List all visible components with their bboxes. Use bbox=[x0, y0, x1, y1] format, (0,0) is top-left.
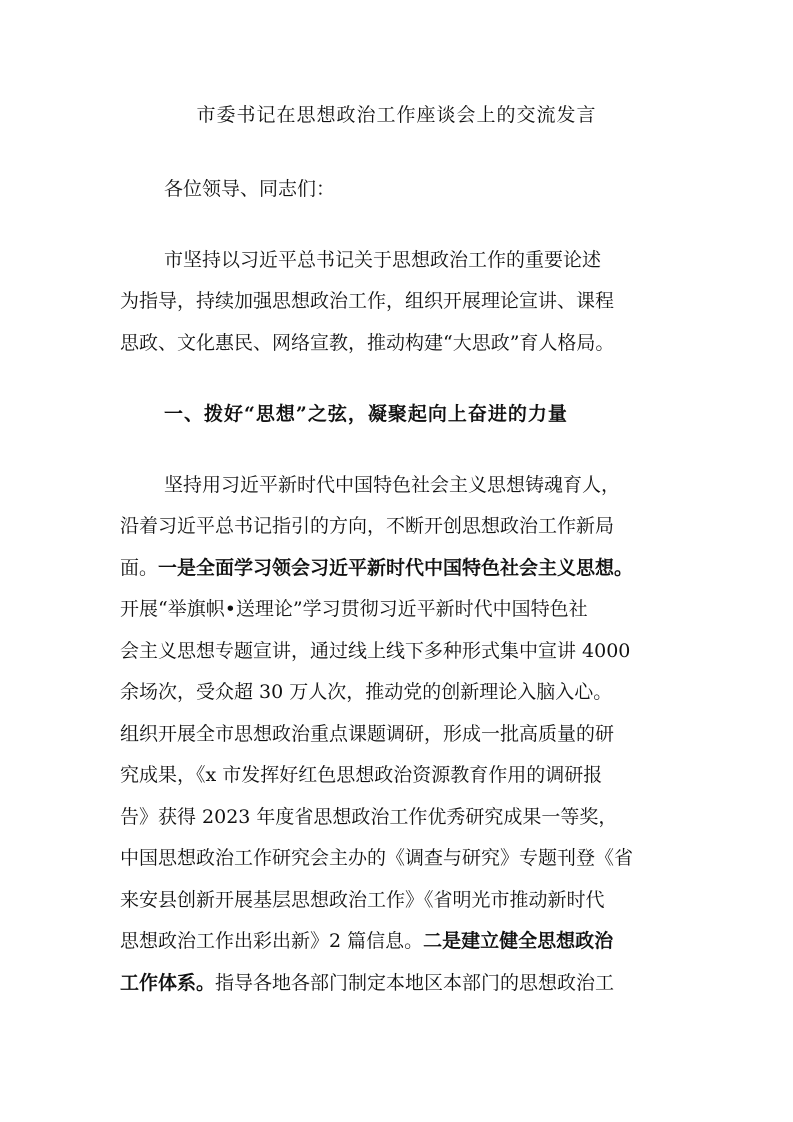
paragraph-text: 指导各地各部门制定本地区本部门的思想政治工 bbox=[215, 972, 615, 994]
emphasis-text: 二是建立健全思想政治 bbox=[423, 930, 614, 952]
intro-line-2: 为指导，持续加强思想政治工作，组织开展理论宣讲、课程 bbox=[120, 290, 615, 312]
paragraph-text: 思想政治工作出彩出新》2 篇信息。 bbox=[120, 930, 424, 952]
paragraph-line bbox=[120, 968, 614, 998]
emphasis-text: 工作体系。 bbox=[120, 972, 216, 994]
paragraph-line: 开展“举旗帜•送理论”学习贯彻习近平新时代中国特色社 bbox=[120, 598, 588, 620]
paragraph-line: 组织开展全市思想政治重点课题调研，形成一批高质量的研 bbox=[120, 723, 615, 745]
paragraph-line: 来安县创新开展基层思想政治工作》《省明光市推动新时代 bbox=[120, 889, 605, 911]
emphasis-text: 一是全面学习领会习近平新时代中国特色社会主义思想。 bbox=[158, 557, 634, 579]
paragraph-line: 坚持用习近平新时代中国特色社会主义思想铸魂育人， bbox=[164, 474, 621, 496]
document-title: 市委书记在思想政治工作座谈会上的交流发言 bbox=[196, 104, 597, 126]
paragraph-line: 中国思想政治工作研究会主办的《调查与研究》专题刊登《省 bbox=[120, 847, 634, 869]
paragraph-line: 余场次，受众超 30 万人次，推动党的创新理论入脑入心。 bbox=[120, 681, 613, 703]
paragraph-line: 沿着习近平总书记指引的方向，不断开创思想政治工作新局 bbox=[120, 515, 615, 537]
paragraph-line: 会主义思想专题宣讲，通过线上线下多种形式集中宣讲 4000 bbox=[120, 640, 631, 662]
intro-line-1: 市坚持以习近平总书记关于思想政治工作的重要论述 bbox=[164, 249, 602, 271]
salutation bbox=[120, 174, 335, 204]
paragraph-line bbox=[120, 926, 613, 956]
intro-line-3: 思政、文化惠民、网络宣教，推动构建“大思政”育人格局。 bbox=[120, 332, 615, 354]
paragraph-text: 面。 bbox=[120, 557, 159, 579]
section-heading: 一、拨好“思想”之弦，凝聚起向上奋进的力量 bbox=[164, 403, 568, 425]
paragraph-line: 告》获得 2023 年度省思想政治工作优秀研究成果一等奖， bbox=[120, 806, 618, 828]
salutation-text: 各位领导、同志们： bbox=[164, 178, 336, 200]
paragraph-line: 究成果，《x 市发挥好红色思想政治资源教育作用的调研报 bbox=[120, 764, 603, 786]
paragraph-line bbox=[120, 553, 633, 583]
